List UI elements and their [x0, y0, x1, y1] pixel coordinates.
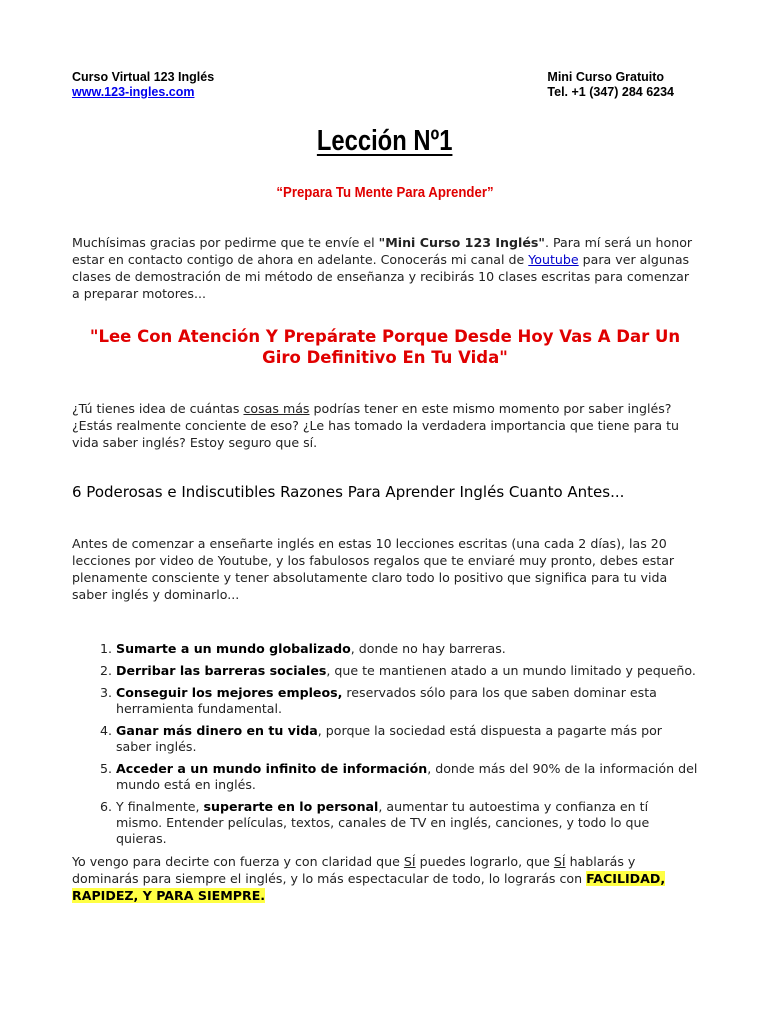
youtube-link[interactable]: Youtube	[528, 252, 579, 267]
document-page	[72, 70, 698, 904]
list-item: 2. Derribar las barreras sociales, que te mantienen atado a un mundo limitado y pequeño.	[116, 663, 698, 679]
before-paragraph: Antes de comenzar a enseñarte inglés en estas 10 lecciones escritas (una cada 2 días), las 20 lecciones por video de Youtube, y los fabulosos regalos que te enviaré muy pronto, debes estar plenamente consciente y tener absolutamente claro todo lo positivo que significa para tu vida saber inglés y dominarlo...	[72, 536, 675, 602]
header-right	[547, 70, 698, 100]
list-item: 4. Ganar más dinero en tu vida, porque la sociedad está dispuesta a pagarte más por saber inglés.	[116, 723, 698, 755]
attention-heading: "Lee Con Atención Y Prepárate Porque Desde Hoy Vas A Dar Un Giro Definitivo En Tu Vida"	[89, 327, 681, 367]
intro-paragraph: Muchísimas gracias por pedirme que te envíe el "Mini Curso 123 Inglés". Para mí será un honor estar en contacto contigo de ahora en adelante. Conocerás mi canal de Youtube para ver algunas clases de demostración de mi método de enseñanza y recibirás 10 clases escritas para comenzar a preparar motores...	[72, 235, 693, 301]
list-item: 5. Acceder a un mundo infinito de información, donde más del 90% de la información del mundo está en inglés.	[116, 761, 698, 793]
list-item: 6. Y finalmente, superarte en lo personal, aumentar tu autoestima y confianza en tí mismo. Entender películas, textos, canales de TV en inglés, canciones, y todo lo que quieras.	[116, 799, 698, 847]
reasons-list	[72, 641, 698, 847]
website-link[interactable]: www.123-ingles.com	[72, 85, 195, 99]
list-item: 1. Sumarte a un mundo globalizado, donde no hay barreras.	[116, 641, 698, 657]
list-item: 3. Conseguir los mejores empleos, reservados sólo para los que saben dominar esta herramienta fundamental.	[116, 685, 698, 717]
highlighted-text: FACILIDAD, RAPIDEZ, Y PARA SIEMPRE.	[72, 871, 666, 903]
closing-paragraph: Yo vengo para decirte con fuerza y con claridad que SÍ puedes lograrlo, que SÍ hablarás y dominarás para siempre el inglés, y lo más espectacular de todo, lo lograrás con FACILIDAD, RAPIDEZ, Y PARA SIEMPRE.	[72, 854, 666, 903]
header-left	[72, 70, 214, 100]
lesson-subtitle: “Prepara Tu Mente Para Aprender”	[276, 184, 494, 201]
lesson-title: Lección Nº1	[317, 125, 453, 157]
course-name: Curso Virtual 123 Inglés	[72, 70, 215, 84]
document-header	[72, 70, 698, 100]
phone-number: Tel. +1 (347) 284 6234	[547, 85, 674, 99]
mini-course-label: Mini Curso Gratuito	[547, 70, 665, 84]
reasons-heading: 6 Poderosas e Indiscutibles Razones Para Aprender Inglés Cuanto Antes...	[72, 483, 625, 501]
question-paragraph: ¿Tú tienes idea de cuántas cosas más podrías tener en este mismo momento por saber inglés? ¿Estás realmente conciente de eso? ¿Le has tomado la verdadera importancia que tiene para tu vida saber inglés? Estoy seguro que sí.	[72, 401, 680, 450]
